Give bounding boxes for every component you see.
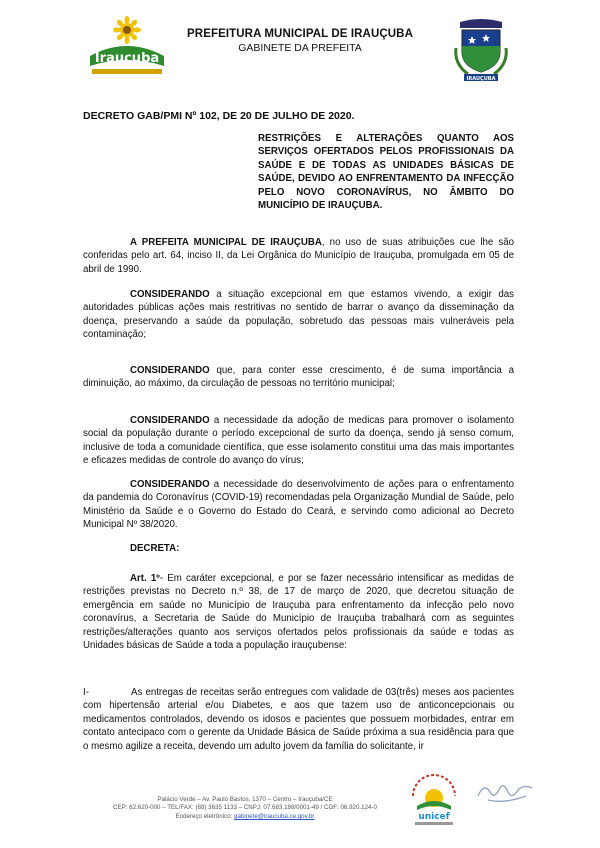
unicef-seal-icon	[405, 772, 463, 828]
footer-line-1: Palácio Verde – Av. Paulo Bastos, 1370 – Centro – Irauçuba/CE	[157, 796, 333, 803]
paragraph-lead: DECRETA:	[130, 543, 180, 554]
paragraph-text: a situação excepcional em que estamos vivendo, a exigir das autoridades públicas ações mais restritivas no sentido de barrar o avanço da disseminação da doença, preservando a saúde da população, sobretudo das pessoas mais vulneráveis pela contaminação;	[83, 289, 514, 341]
item-1-paragraph	[83, 686, 514, 753]
footer-address	[100, 796, 390, 821]
decreta-heading	[83, 542, 514, 555]
item-text: As entregas de receitas serão entregues com validade de 03(três) meses aos pacientes com hipertensão arterial e/ou Diabetes, e aos que tazem uso de anticoncepcionais ou medicamentos controlados, devendo os idosos e pacientes que possuem morbidades, entrar em contato antecipaco com o gerente da Unidade Básica de Saúde próxima a sua residência para que o mesmo agilize a receita, devendo um adulto jovem da família do solicitante, ir	[83, 687, 514, 752]
decree-title: DECRETO GAB/PMI Nº 102, DE 20 DE JULHO DE 2020.	[83, 110, 355, 122]
signature-icon	[474, 778, 536, 808]
considerando-paragraph	[83, 288, 514, 342]
footer-line-3	[100, 813, 390, 821]
article-1-paragraph	[83, 572, 514, 652]
considerando-paragraph	[83, 364, 514, 391]
logo-left-text: Irauçuba	[94, 51, 160, 66]
considerando-paragraph	[83, 414, 514, 468]
unicef-label: unicef	[418, 812, 450, 822]
footer-email-link[interactable]: gabinete@iraucuba.ce.gov.br	[234, 812, 315, 820]
preamble-paragraph	[83, 236, 514, 276]
paragraph-text: que, para conter esse crescimento, é de suma importância a diminuição, ao máximo, da circulação de pessoas no território municipal;	[83, 365, 514, 390]
paragraph-lead: Art. 1º	[130, 573, 160, 584]
paragraph-lead: A PREFEITA MUNICIPAL DE IRAUÇUBA	[130, 237, 322, 248]
paragraph-lead: CONSIDERANDO	[130, 415, 210, 426]
paragraph-text: a necessidade do desenvolvimento de ações para o enfrentamento da pandemia do Coronavírus (COVID-19) recomendadas pela Organização Mundial de Saúde, pelo Ministério da Saúde e o Governo do Estado do Ceará, e servindo como adicional ao Decreto Municipal Nº 38/2020.	[83, 479, 514, 531]
considerando-paragraph	[83, 478, 514, 532]
page-subtitle: GABINETE DA PREFEITA	[238, 42, 362, 54]
footer-email-label: Endereço eletrônico:	[175, 812, 233, 820]
logo-right-text: IRAUÇUBA	[466, 76, 496, 82]
item-numeral: I-	[83, 687, 89, 698]
paragraph-lead: CONSIDERANDO	[130, 289, 210, 300]
footer-line-2: CEP: 62.620-000 – TEL/FAX: (88) 3635 1133 – CNPJ: 07.683.188/0001-49 / CGF: 06.920.124-0	[113, 804, 377, 812]
page-title: PREFEITURA MUNICIPAL DE IRAUÇUBA	[187, 28, 413, 40]
paragraph-text: a necessidade da adoção de medicas para promover o isolamento social da população durante o período excepcional de surto da doença, sendo já senso comum, inclusive de toda a comunidade científica, que esse isolamento constitui uma das mais importantes e eficazes medidas de controle do avanço do vírus;	[83, 415, 514, 467]
paragraph-text: , no uso de suas atribuições cue lhe são conferidas pelo art. 64, inciso II, da Lei Orgânica do Município de Irauçuba, promulgada em 05 de abril de 1990.	[83, 237, 514, 275]
decree-summary: RESTRIÇÕES E ALTERAÇÕES QUANTO AOS SERVIÇOS OFERTADOS PELOS PROFISSIONAIS DA SAÚDE E DE TODAS AS UNIDADES BÁSICAS DE SAÚDE, DEVIDO AO ENFRENTAMENTO DA INFECÇÃO PELO NOVO CORONAVÍRUS, NO ÂMBITO DO MUNICÍPIO DE IRAUÇUBA.	[258, 133, 514, 212]
paragraph-lead: CONSIDERANDO	[130, 479, 210, 490]
paragraph-text: - Em caráter excepcional, e por se fazer necessário intensificar as medidas de restrições previstas no Decreto n.º 38, de 17 de março de 2020, que decretou situação de emergência em saúde no Município de Irauçuba para enfrentamento da infecção pelo novo coronavírus, a Secretaria de Saúde do Município de Irauçuba trabalhará com as seguintes restrições/alterações quanto aos serviços ofertados pelos profissionais da saúde e todas as Unidades básicas de Saúde a toda a população irauçubense:	[83, 573, 514, 652]
paragraph-lead: CONSIDERANDO	[130, 365, 210, 376]
